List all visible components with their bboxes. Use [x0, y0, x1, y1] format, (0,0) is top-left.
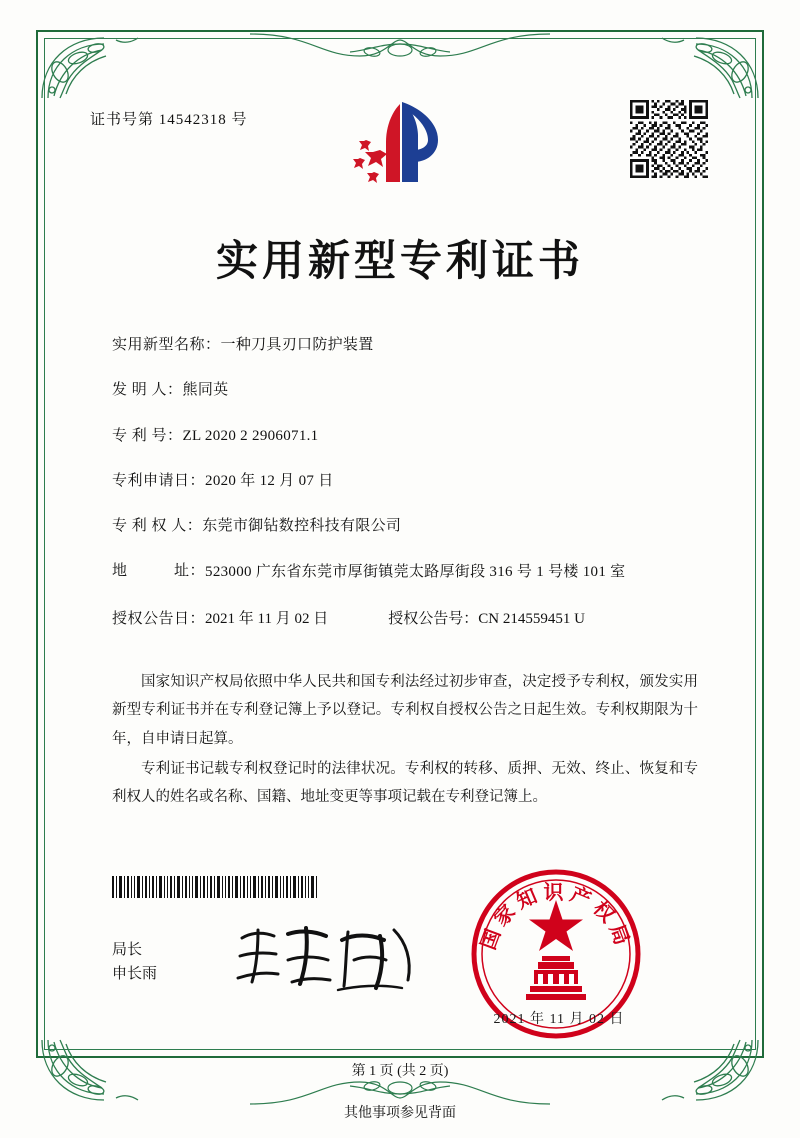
qr-code-icon	[630, 100, 708, 178]
field-label: 地 址：	[112, 563, 206, 580]
field-value: 2020 年 12 月 07 日	[205, 472, 334, 489]
field-label: 专 利 权 人：	[112, 518, 203, 534]
handwritten-signature-icon	[230, 920, 420, 1000]
field-value: 东莞市御钻数控科技有限公司	[202, 518, 402, 534]
field-inventor	[112, 379, 712, 402]
legal-paragraph: 国家知识产权局依照中华人民共和国专利法经过初步审查，决定授予专利权，颁发实用新型专利证书并在专利登记簿上予以登记。专利权自授权公告之日起生效。专利权期限为十年，自申请日起算。	[112, 674, 698, 747]
ornament-corner-top-right-icon	[642, 32, 762, 102]
field-utility-model-name	[112, 334, 712, 357]
field-label: 授权公告号：	[388, 610, 479, 627]
field-label: 专利申请日：	[112, 472, 206, 489]
field-label: 授权公告日：	[112, 610, 206, 627]
director-name-label: 申长雨	[112, 966, 158, 982]
barcode-icon	[112, 876, 317, 898]
certificate-number: 证书号第 14542318 号	[90, 112, 248, 128]
field-label: 实用新型名称：	[112, 337, 221, 353]
field-application-date	[112, 470, 712, 493]
page-title: 实用新型专利证书	[215, 236, 584, 285]
field-value: CN 214559451 U	[478, 610, 585, 627]
certificate-fields	[112, 334, 712, 653]
field-patentee	[112, 515, 712, 538]
seal-date: 2021 年 11 月 02 日	[493, 1012, 625, 1027]
field-address	[112, 560, 712, 586]
page-number: 第 1 页 (共 2 页)	[351, 1064, 449, 1079]
field-label: 专 利 号：	[112, 427, 183, 444]
field-value: 熊同英	[182, 382, 229, 399]
ornament-edge-top-icon	[250, 30, 550, 64]
signature-block	[112, 938, 157, 986]
ornament-corner-top-left-icon	[38, 32, 158, 102]
svg-text:国家知识产权局: 国家知识产权局	[475, 880, 637, 953]
field-value: 2021 年 11 月 02 日	[205, 610, 329, 627]
field-patent-number	[112, 425, 712, 448]
field-value: ZL 2020 2 2906071.1	[182, 427, 319, 444]
field-grant-row	[112, 608, 712, 631]
legal-text	[112, 668, 698, 813]
cnipa-emblem-icon	[340, 96, 460, 188]
legal-paragraph: 专利证书记载专利权登记时的法律状况。专利权的转移、质押、无效、终止、恢复和专利权人的姓名或名称、国籍、地址变更等事项记载在专利登记簿上。	[112, 760, 698, 806]
field-label: 发 明 人：	[112, 382, 183, 399]
field-value: 一种刀具刃口防护装置	[220, 337, 374, 353]
field-value: 523000 广东省东莞市厚街镇莞太路厚街段 316 号 1 号楼 101 室	[205, 564, 626, 581]
director-title-label: 局长	[112, 942, 143, 958]
footer-note: 其他事项参见背面	[344, 1106, 456, 1121]
